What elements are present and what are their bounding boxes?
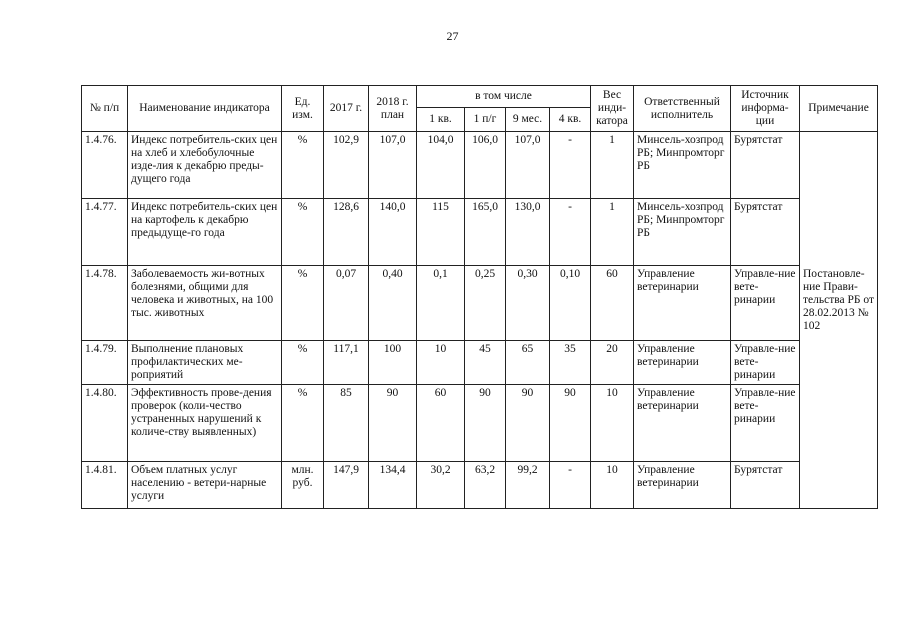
row-num: 1.4.78.: [82, 266, 128, 341]
row-executor: Минсель-хозпрод РБ; Минпромторг РБ: [634, 132, 731, 199]
row-9m: 65: [506, 341, 550, 385]
row-9m: 0,30: [506, 266, 550, 341]
row-h1: 90: [465, 385, 506, 462]
header-2017: 2017 г.: [324, 86, 369, 132]
row-indicator-name: Эффективность прове-дения проверок (коли-чество устраненных нарушений к количе-ству выявленных): [128, 385, 282, 462]
row-q1: 30,2: [417, 462, 465, 509]
row-2018-plan: 90: [369, 385, 417, 462]
row-weight: 60: [591, 266, 634, 341]
header-h1: 1 п/г: [465, 108, 506, 132]
row-q4: -: [550, 132, 591, 199]
row-2017: 85: [324, 385, 369, 462]
row-source: Управле-ние вете-ринарии: [731, 385, 800, 462]
row-q1: 104,0: [417, 132, 465, 199]
row-q4: -: [550, 199, 591, 266]
row-h1: 45: [465, 341, 506, 385]
row-9m: 130,0: [506, 199, 550, 266]
row-weight: 10: [591, 462, 634, 509]
header-weight: Вес инди-катора: [591, 86, 634, 132]
row-2017: 147,9: [324, 462, 369, 509]
row-executor: Управление ветеринарии: [634, 462, 731, 509]
header-name: Наименование индикатора: [128, 86, 282, 132]
header-executor: Ответственный исполнитель: [634, 86, 731, 132]
header-q1: 1 кв.: [417, 108, 465, 132]
row-q1: 0,1: [417, 266, 465, 341]
row-num: 1.4.76.: [82, 132, 128, 199]
row-indicator-name: Индекс потребитель-ских цен на картофель к декабрю предыдуще-го года: [128, 199, 282, 266]
header-2018-plan: 2018 г. план: [369, 86, 417, 132]
row-q4: 35: [550, 341, 591, 385]
row-note: [800, 462, 878, 509]
row-q1: 115: [417, 199, 465, 266]
header-q4: 4 кв.: [550, 108, 591, 132]
row-executor: Управление ветеринарии: [634, 341, 731, 385]
row-weight: 1: [591, 199, 634, 266]
table-row: [82, 132, 878, 199]
row-2017: 102,9: [324, 132, 369, 199]
row-note: [800, 341, 878, 385]
row-source: Управле-ние вете-ринарии: [731, 341, 800, 385]
row-num: 1.4.81.: [82, 462, 128, 509]
row-weight: 20: [591, 341, 634, 385]
row-note: Постановле-ние Прави-тельства РБ от 28.02.2013 № 102: [800, 266, 878, 341]
table-row: [82, 199, 878, 266]
row-q1: 10: [417, 341, 465, 385]
header-9m: 9 мес.: [506, 108, 550, 132]
table-row: [82, 462, 878, 509]
row-unit: %: [282, 266, 324, 341]
row-unit: %: [282, 199, 324, 266]
row-h1: 0,25: [465, 266, 506, 341]
row-note: [800, 132, 878, 199]
header-source: Источник информа-ции: [731, 86, 800, 132]
page-number: 27: [446, 29, 459, 43]
indicators-table: [81, 85, 878, 509]
row-note: [800, 385, 878, 462]
row-2018-plan: 100: [369, 341, 417, 385]
row-q1: 60: [417, 385, 465, 462]
row-2018-plan: 0,40: [369, 266, 417, 341]
row-2018-plan: 140,0: [369, 199, 417, 266]
row-num: 1.4.79.: [82, 341, 128, 385]
table-row: [82, 341, 878, 385]
row-source: Бурятстат: [731, 199, 800, 266]
row-num: 1.4.77.: [82, 199, 128, 266]
row-h1: 63,2: [465, 462, 506, 509]
row-executor: Минсель-хозпрод РБ; Минпромторг РБ: [634, 199, 731, 266]
row-weight: 1: [591, 132, 634, 199]
row-9m: 107,0: [506, 132, 550, 199]
row-note: [800, 199, 878, 266]
row-9m: 99,2: [506, 462, 550, 509]
table-row: [82, 266, 878, 341]
row-indicator-name: Индекс потребитель-ских цен на хлеб и хлебобулочные изде-лия к декабрю преды-дущего года: [128, 132, 282, 199]
row-unit: %: [282, 385, 324, 462]
row-h1: 165,0: [465, 199, 506, 266]
row-2018-plan: 134,4: [369, 462, 417, 509]
row-h1: 106,0: [465, 132, 506, 199]
row-2017: 0,07: [324, 266, 369, 341]
header-num: № п/п: [82, 86, 128, 132]
table-header: [82, 86, 878, 132]
row-unit: %: [282, 132, 324, 199]
row-2018-plan: 107,0: [369, 132, 417, 199]
row-unit: %: [282, 341, 324, 385]
row-executor: Управление ветеринарии: [634, 385, 731, 462]
row-source: Управле-ние вете-ринарии: [731, 266, 800, 341]
row-indicator-name: Объем платных услуг населению - ветери-нарные услуги: [128, 462, 282, 509]
table-row: [82, 385, 878, 462]
header-including: в том числе: [417, 86, 591, 108]
row-9m: 90: [506, 385, 550, 462]
row-source: Бурятстат: [731, 132, 800, 199]
row-q4: 0,10: [550, 266, 591, 341]
row-weight: 10: [591, 385, 634, 462]
row-q4: 90: [550, 385, 591, 462]
row-2017: 128,6: [324, 199, 369, 266]
row-num: 1.4.80.: [82, 385, 128, 462]
row-indicator-name: Выполнение плановых профилактических ме-роприятий: [128, 341, 282, 385]
row-q4: -: [550, 462, 591, 509]
row-executor: Управление ветеринарии: [634, 266, 731, 341]
header-note: Примечание: [800, 86, 878, 132]
row-source: Бурятстат: [731, 462, 800, 509]
row-indicator-name: Заболеваемость жи-вотных болезнями, общими для человека и животных, на 100 тыс. животных: [128, 266, 282, 341]
row-2017: 117,1: [324, 341, 369, 385]
row-unit: млн. руб.: [282, 462, 324, 509]
header-unit: Ед. изм.: [282, 86, 324, 132]
